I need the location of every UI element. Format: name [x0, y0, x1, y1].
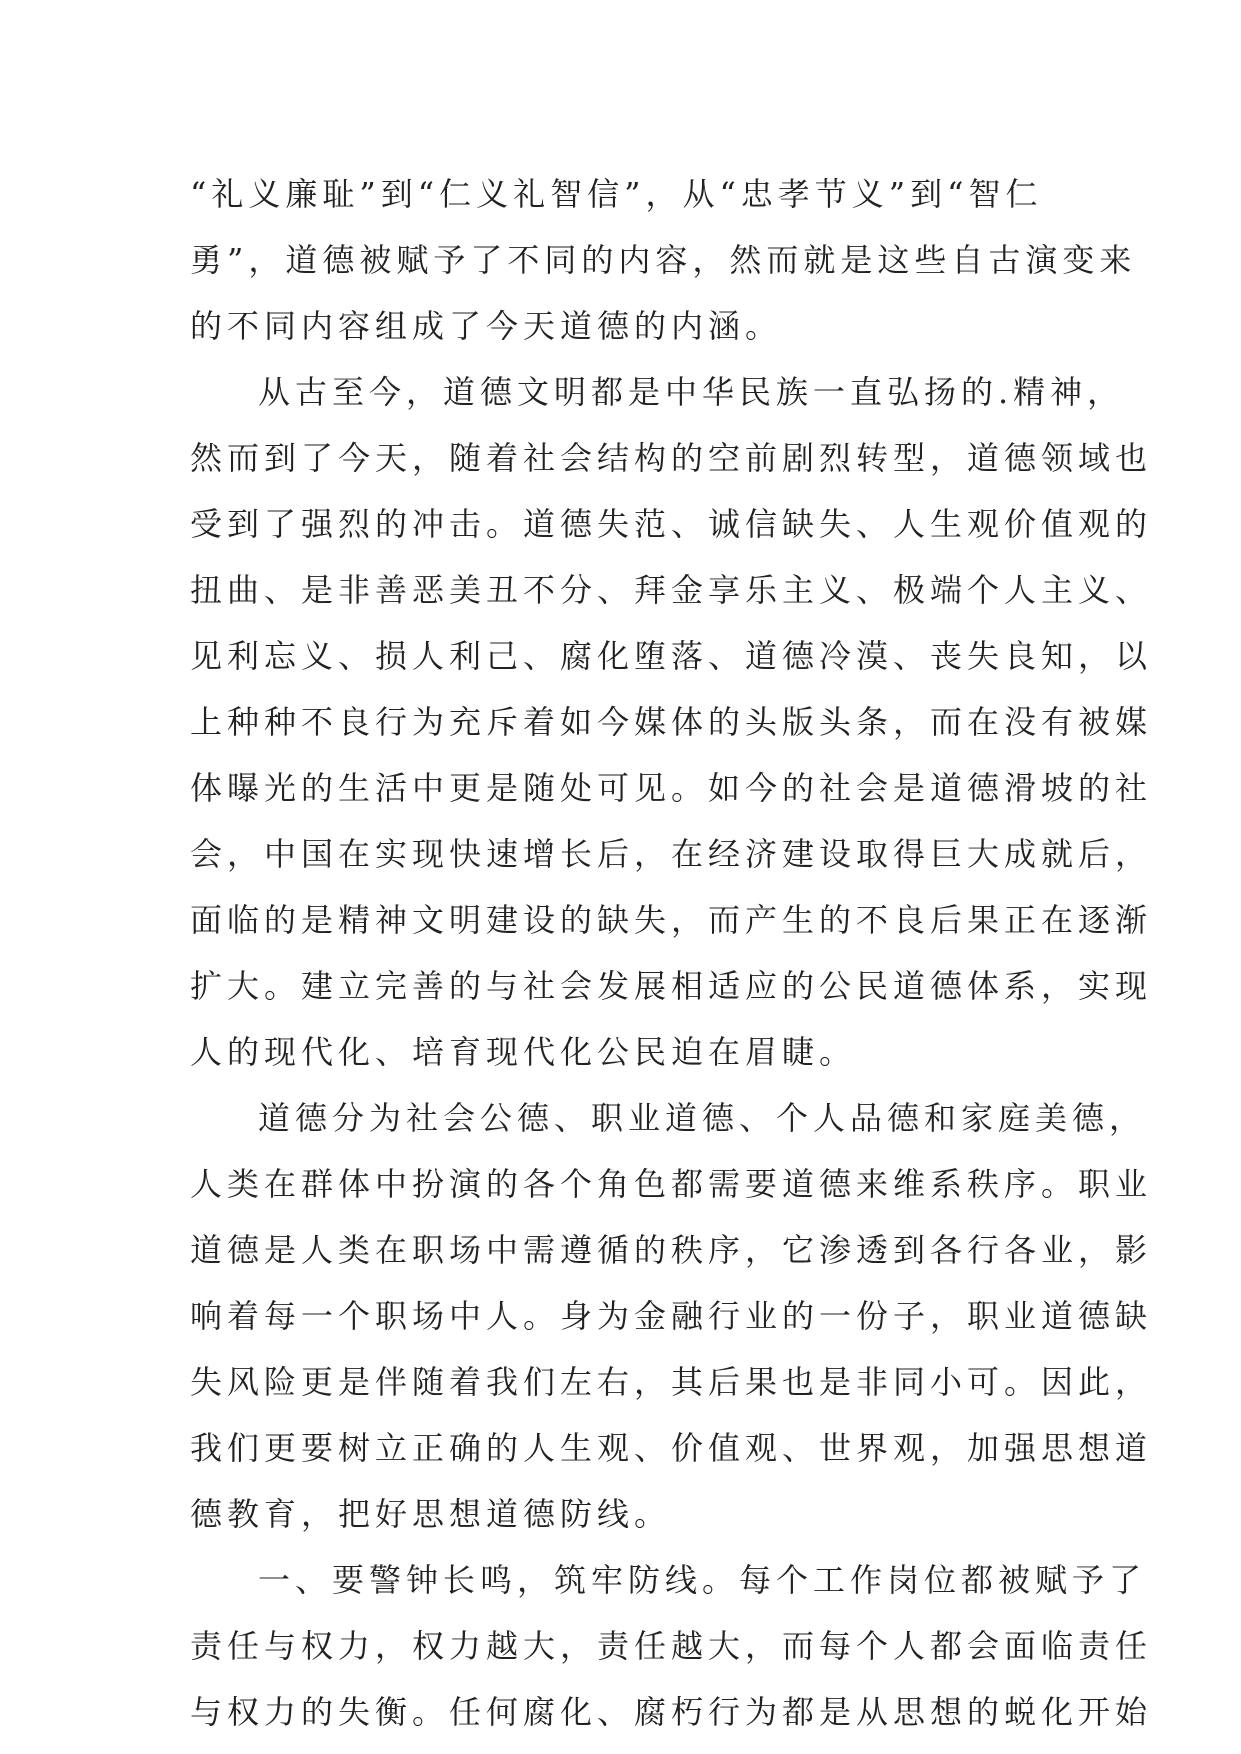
body-text	[190, 161, 1153, 1745]
text-line: 体曝光的生活中更是随处可见。如今的社会是道德滑坡的社	[190, 769, 1153, 807]
text-line: 人的现代化、培育现代化公民迫在眉睫。	[190, 1033, 857, 1071]
text-line: 扩大。建立完善的与社会发展相适应的公民道德体系，实现	[190, 967, 1153, 1005]
paragraph-start-line: 从古至今，道德文明都是中华民族一直弘扬的.精神，	[258, 373, 1125, 411]
text-line: 我们更要树立正确的人生观、价值观、世界观，加强思想道	[190, 1429, 1153, 1467]
text-line: 扭曲、是非善恶美丑不分、拜金享乐主义、极端个人主义、	[190, 571, 1153, 609]
text-line: 见利忘义、损人利己、腐化堕落、道德冷漠、丧失良知，以	[190, 637, 1153, 675]
text-line: 道德是人类在职场中需遵循的秩序，它渗透到各行各业，影	[190, 1231, 1153, 1269]
text-line: 然而到了今天，随着社会结构的空前剧烈转型，道德领域也	[190, 439, 1153, 477]
text-line: 德教育，把好思想道德防线。	[190, 1495, 672, 1533]
text-line: 响着每一个职场中人。身为金融行业的一份子，职业道德缺	[190, 1297, 1153, 1335]
text-line: “礼义廉耻”到“仁义礼智信”，从“忠孝节义”到“智仁	[190, 175, 1043, 213]
text-line: 责任与权力，权力越大，责任越大，而每个人都会面临责任	[190, 1627, 1153, 1665]
paragraph-start-line: 道德分为社会公德、职业道德、个人品德和家庭美德，	[258, 1099, 1147, 1137]
text-line: 与权力的失衡。任何腐化、腐朽行为都是从思想的蜕化开始	[190, 1693, 1153, 1731]
text-line: 人类在群体中扮演的各个角色都需要道德来维系秩序。职业	[190, 1165, 1153, 1203]
text-line: 的不同内容组成了今天道德的内涵。	[190, 307, 783, 345]
text-line: 勇”，道德被赋予了不同的内容，然而就是这些自古演变来	[190, 241, 1137, 279]
text-line: 会，中国在实现快速增长后，在经济建设取得巨大成就后，	[190, 835, 1153, 873]
text-line: 上种种不良行为充斥着如今媒体的头版头条，而在没有被媒	[190, 703, 1153, 741]
text-line: 失风险更是伴随着我们左右，其后果也是非同小可。因此，	[190, 1363, 1153, 1401]
text-line: 面临的是精神文明建设的缺失，而产生的不良后果正在逐渐	[190, 901, 1153, 939]
text-line: 受到了强烈的冲击。道德失范、诚信缺失、人生观价值观的	[190, 505, 1153, 543]
paragraph-start-line: 一、要警钟长鸣，筑牢防线。每个工作岗位都被赋予了	[258, 1561, 1147, 1599]
